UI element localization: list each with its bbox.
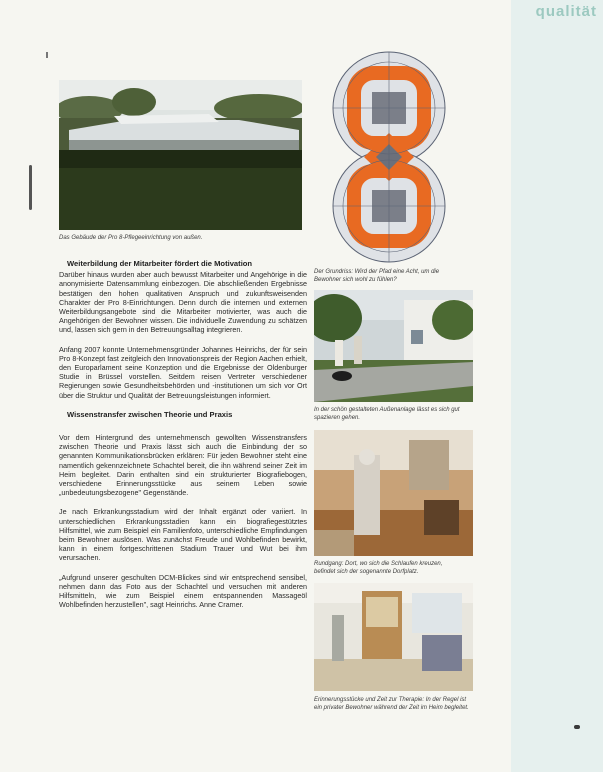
page-edge-tick	[46, 52, 48, 58]
room-photo	[314, 583, 473, 691]
room-caption: Erinnerungsstücke und Zeit zur Therapie: In der Regel ist ein privater Bewohner während der Zeit im Heim begleitet.	[314, 697, 469, 711]
building-photo	[59, 80, 302, 230]
page-marker	[574, 725, 580, 729]
page-edge-mark	[29, 165, 32, 210]
floorplan-caption: Der Grundriss: Wird der Pfad eine Acht, um die Bewohner sich wohl zu fühlen?	[314, 269, 440, 283]
heading-weiterbildung: Weiterbildung der Mitarbeiter fördert die Motivation	[67, 259, 253, 268]
path-photo	[314, 290, 473, 402]
corridor-photo	[314, 430, 473, 556]
building-caption: Das Gebäude der Pro 8-Pflegeeinrichtung von außen.	[59, 235, 203, 241]
paragraph-1: Darüber hinaus wurden aber auch bewusst Mitarbeiter und Angehörige in die anonymisierte Datensammlung einbezogen. Die abschließenden Ergebnisse bestätigen den hohen qualitativen Anspruch und zukunftsweisenden Charakter der Pro 8-Einrichtungen. Denn durch die internen und externen Weiterbildungsangebote sind die Mitarbeiter motivierter, was auch die Angehörigen der Bewohner wissen. Die individuelle Zuwendung zu schätzen und, lassen sich gern in den Betreuungsalltag integrieren.	[59, 270, 307, 335]
paragraph-4: Je nach Erkrankungsstadium wird der Inhalt ergänzt oder variiert. In unterschiedlichen Erkrankungsstadien kann ein biografiegestütztes Hilfsmittel, wie zum Beispiel ein Familienfoto, unterschiedliche Empfindungen beim Bewohner auslösen. Was zunächst Freude und Wohlbefinden bewirkt, kann in einem fortgeschrittenen Stadium Trauer und Wut bei ihm verursachen.	[59, 507, 307, 563]
article-body	[59, 259, 307, 610]
paragraph-3: Vor dem Hintergrund des unternehmensch gewollten Wissenstransfers zwischen Theorie und Praxis lässt sich auch die Einbindung der so genannten Kommunikationsbrücken erklären: Für jeden Bewohner steht eine namentlich gekennzeichnete Schachtel bereit, die ihn während seiner Zeit im Heim begleitet. Darin enthalten sind ein strukturierter Biografiebogen, verschiedene Erinnerungsstücke aus seinem Leben sowie „unbedeutungsbezogene" Gegenstände.	[59, 433, 307, 498]
paragraph-5: „Aufgrund unserer geschulten DCM-Blickes sind wir entsprechend sensibel, nehmen dann das Foto aus der Schachtel und versuchen mit anderen Hilfsmitteln, wie zum Beispiel einem entspannenden Massageöl Wohlbefinden herzustellen", sagt Heinrichs. Anne Cramer.	[59, 572, 307, 610]
path-caption: In der schön gestalteten Außenanlage lässt es sich gut spazieren gehen.	[314, 407, 460, 421]
paragraph-2: Anfang 2007 konnte Unternehmensgründer Johannes Heinrichs, der für sein Pro 8-Konzept fast zeitgleich den Innovationspreis der Region Aachen erhielt, den Europarlament seine Konzeption und die Ergebnisse der Oldenburger Studie in Brüssel vorstellen. Seitdem reisen Vertreter verschiedener Regierungen sowie Gesundheitsbehörden und -institutionen um sich vor Ort über die Struktur und Qualität der Betreuungsleistungen informiert.	[59, 344, 307, 400]
corridor-caption: Rundgang: Dort, wo sich die Schlaufen kreuzen, befindet sich der sogenannte Dorfplatz.	[314, 561, 443, 575]
section-label: qualität	[535, 3, 597, 20]
floorplan-image	[314, 48, 464, 266]
heading-wissenstransfer: Wissenstransfer zwischen Theorie und Praxis	[67, 409, 233, 419]
section-sidebar	[511, 0, 603, 772]
